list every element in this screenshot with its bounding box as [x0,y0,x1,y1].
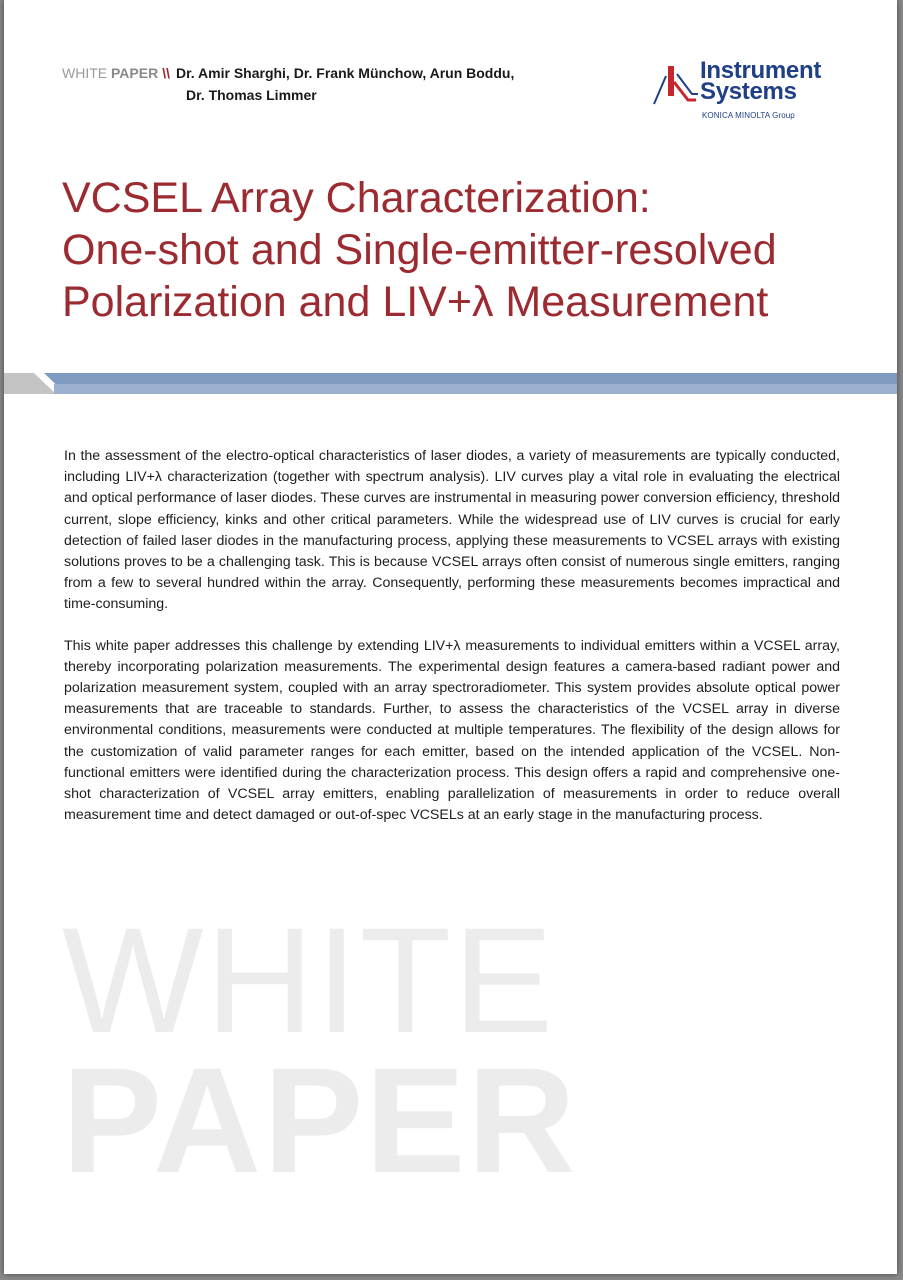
title-line-3: Polarization and LIV+λ Measurement [62,278,769,326]
authors-line-1: Dr. Amir Sharghi, Dr. Frank Münchow, Arun Boddu, [175,65,515,81]
watermark-white: WHITE [62,896,556,1064]
body-text [64,446,840,846]
white-paper-label: WHITE PAPER \\ [62,65,170,81]
authors-line-2: Dr. Thomas Limmer [186,87,317,103]
paragraph-1: In the assessment of the electro-optical characteristics of laser diodes, a variety of measurements are typically conducted, including LIV+λ characterization (together with spectrum analysis). LIV curves play a vital role in evaluating the electrical and optical performance of laser diodes. These curves are instrumental in measuring power conversion efficiency, threshold current, slope efficiency, kinks and other critical parameters. While the widespread use of LIV curves is crucial for early detection of failed laser diodes in the manufacturing process, applying these measurements to VCSEL arrays with existing solutions proves to be a challenging task. This is because VCSEL arrays often consist of numerous single emitters, ranging from a few to several hundred within the array. Consequently, performing these measurements becomes impractical and time-consuming. [64,448,840,613]
logo-name-line-2: Systems [700,78,797,105]
document-title [62,172,862,328]
instrument-systems-logo [652,58,852,128]
separator-mark: \\ [162,65,170,81]
decorative-band [4,370,897,396]
logo-mark-icon [652,62,700,106]
title-line-1: VCSEL Array Characterization: [62,174,651,222]
logo-group-label: KONICA MINOLTA Group [702,111,795,120]
paragraph-2: This white paper addresses this challenge by extending LIV+λ measurements to individual emitters within a VCSEL array, thereby incorporating polarization measurements. The experimental design features a camera-based radiant power and polarization measurement system, coupled with an array spectroradiometer. This system provides absolute optical power measurements that are traceable to standards. Further, to assess the characteristics of the VCSEL array in diverse environmental conditions, measurements were conducted at multiple temperatures. The flexibility of the design allows for the customization of valid parameter ranges for each emitter, based on the intended application of the VCSEL. Non-functional emitters were identified during the characterization process. This design offers a rapid and comprehensive one-shot characterization of VCSEL array emitters, enabling parallelization of measurements in order to reduce overall measurement time and detect damaged or out-of-spec VCSELs at an early stage in the manufacturing process. [64,637,840,824]
watermark-paper: PAPER [62,1036,578,1204]
title-line-2: One-shot and Single-emitter-resolved [62,226,777,274]
logo-name-line-1: Instrument [700,57,822,84]
header-line [62,62,514,84]
document-page [4,0,897,1274]
